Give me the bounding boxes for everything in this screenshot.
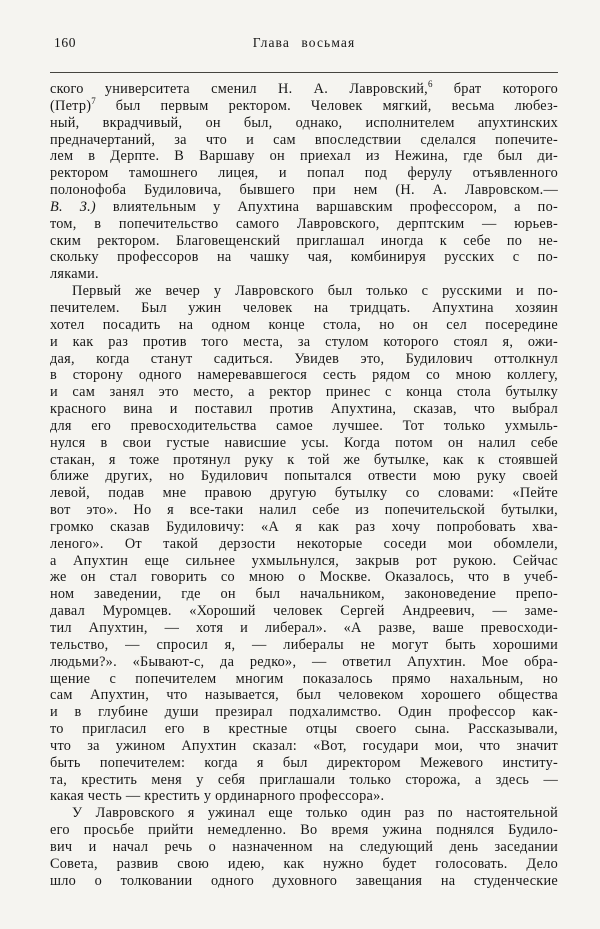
text-line [50, 367, 558, 384]
text-segment: тил Апухтин, — хотя и либерал». «А разве, ваше превосходи- [50, 620, 558, 636]
text-segment: (Петр) [50, 97, 92, 114]
text-segment: сам Апухтин, что называется, был человеком хорошего общества [50, 687, 558, 704]
text-segment: влиятельным у Апухтина варшавским профессором, а по- [95, 198, 558, 215]
text-segment: печителем. Был ужин человек на тридцать. Апухтина хозяин [50, 299, 558, 316]
text-segment: же он стал говорить со мною о Москве. Оказалось, что в учеб- [50, 569, 558, 586]
text-line [50, 856, 558, 873]
text-segment: щение с попечителем многим показалось прямо нахальным, но [50, 670, 558, 687]
text-segment: скольку профессоров на чашку чая, комбинируя русских с по- [50, 249, 558, 266]
text-line [50, 283, 558, 300]
text-line [50, 704, 558, 721]
text-segment: людьми?». «Бывают-с, да редко», — ответил Апухтин. Мое обра- [50, 653, 558, 670]
text-line [50, 98, 558, 115]
text-line [50, 165, 558, 182]
text-segment: левой, подав мне правою другую бутылку со словами: «Пейте [50, 485, 558, 502]
text-line [50, 822, 558, 839]
text-segment: ского университета сменил Н. А. Лавровский, [50, 81, 429, 97]
text-segment: леного». От такой дерзости некоторые соседи мои обомлели, [50, 535, 558, 552]
text-line [50, 182, 558, 199]
text-segment: а Апухтин еще сильнее ухмыльнулся, закрыв рот рукою. Сейчас [50, 552, 558, 569]
text-segment: У Лавровского я ужинал еще только один раз по настоятельной [72, 805, 558, 822]
text-line [50, 233, 558, 250]
text-segment: что за ужином Апухтин сказал: «Вот, государи мои, что значит [50, 737, 558, 754]
text-line [50, 148, 558, 165]
text-line [50, 553, 558, 570]
text-line [50, 873, 558, 890]
text-segment: ляками. [50, 266, 99, 283]
text-line [50, 721, 558, 738]
text-line [50, 637, 558, 654]
text-segment: лем в Дерпте. В Варшаву он приехал из Нежина, где был ди- [50, 148, 558, 165]
text-segment: стакан, я тоже протянул руку к той же бутылке, как к стоявшей [50, 451, 558, 468]
text-line [50, 317, 558, 334]
text-line [50, 738, 558, 755]
text-line [50, 502, 558, 519]
text-line [50, 485, 558, 502]
text-segment: ским ректором. Благовещенский приглашал иногда к себе по не- [50, 232, 558, 249]
text-segment: дая, когда станут садиться. Увидев это, Будилович оттолкнул [50, 350, 558, 367]
text-line [50, 536, 558, 553]
text-line [50, 468, 558, 485]
text-line [50, 788, 558, 805]
text-line [50, 401, 558, 418]
text-line [50, 81, 558, 98]
text-segment: шло о толковании одного духовного завещания на студенческие [50, 872, 558, 889]
page-column [50, 0, 558, 929]
text-segment: ном заведении, где он был начальником, законоведение препо- [50, 586, 558, 603]
text-line [50, 586, 558, 603]
footnote-marker: 6 [428, 79, 433, 90]
text-segment: брат которого [432, 81, 559, 97]
text-segment: нулся в свои густые нависшие усы. Когда потом он налил себе [50, 434, 558, 451]
text-line [50, 300, 558, 317]
text-line [50, 772, 558, 789]
text-segment: ный, вкрадчивый, он был, однако, исполнителем апухтинских [50, 114, 558, 131]
text-line [50, 519, 558, 536]
text-line [50, 671, 558, 688]
text-line [50, 805, 558, 822]
text-segment: том, в попечительство самого Лавровского, дерптским — юрьев- [50, 215, 558, 232]
text-line [50, 755, 558, 772]
header-rule [50, 72, 558, 73]
text-line [50, 839, 558, 856]
text-segment: предначертаний, за что и сам впоследствии сделался попечите- [50, 131, 558, 148]
text-segment: быть попечителем: когда я был директором Межевого институ- [50, 754, 558, 771]
text-segment: вич и начал речь о назначенном на следующий день заседании [50, 838, 558, 855]
text-segment: хотел посадить на одном конце стола, но он сел посередине [50, 316, 558, 333]
editorial-initials: В. З.) [50, 198, 96, 215]
text-segment: ректором тамошнего лицея, и попал под ферулу отъявленного [50, 165, 558, 182]
text-segment: громко сказав Будиловичу: «А я как раз хочу попробовать хва- [50, 518, 558, 535]
text-line [50, 115, 558, 132]
text-line [50, 569, 558, 586]
text-segment: и сам занял это место, а ректор принес с конца стола бутылку [50, 384, 558, 401]
text-line [50, 452, 558, 469]
page-header [50, 0, 558, 53]
text-line [50, 132, 558, 149]
text-segment: какая честь — крестить у ординарного профессора». [50, 788, 385, 805]
text-segment: для его превосходительства самое лучшее. Тот только ухмыль- [50, 417, 558, 434]
text-line [50, 435, 558, 452]
text-segment: то пригласил его в крестные отцы своего сына. Рассказывали, [50, 721, 558, 738]
text-segment: и как раз против того места, за стулом которого стоял я, ожи- [50, 333, 558, 350]
running-head: Глава восьмая [252, 35, 356, 50]
text-line [50, 216, 558, 233]
text-line [50, 603, 558, 620]
text-segment: вот это». Но я все-таки налил себе из попечительской бутылки, [50, 502, 558, 519]
text-line [50, 654, 558, 671]
text-segment: Совета, развив свою идею, как нужно будет голосовать. Дело [50, 855, 558, 872]
text-segment: та, крестить меня у себя приглашали только сторожа, а здесь — [50, 771, 558, 788]
footnote-marker: 7 [91, 96, 96, 107]
text-line [50, 687, 558, 704]
text-segment: давал Муромцев. «Хороший человек Сергей Андреевич, — заме- [50, 603, 558, 620]
text-segment: в сторону одного намеревавшегося сесть рядом со мною коллегу, [50, 367, 558, 384]
text-line [50, 384, 558, 401]
text-segment: тельство, — спросил я, — либералы не могут быть хорошими [50, 636, 558, 653]
text-line [50, 199, 558, 216]
text-line [50, 266, 558, 283]
text-line [50, 620, 558, 637]
text-block [50, 81, 558, 890]
text-segment: красного вина и поставил против Апухтина, сказав, что выбрал [50, 401, 558, 418]
text-line [50, 418, 558, 435]
text-segment: ближе других, но Будилович попытался отвести мою руку своей [50, 468, 558, 485]
text-line [50, 249, 558, 266]
text-segment: полонофоба Будиловича, бывшего при нем (Н. А. Лавровском.— [50, 182, 558, 199]
text-segment: его просьбе прийти немедленно. Во время ужина поднялся Будило- [50, 822, 558, 839]
text-line [50, 334, 558, 351]
text-segment: и в глубине души презирал подхалимство. Один профессор как- [50, 704, 558, 721]
text-segment: Первый же вечер у Лавровского был только с русскими и по- [72, 283, 558, 300]
text-segment: был первым ректором. Человек мягкий, весьма любез- [95, 97, 558, 114]
page-number: 160 [54, 35, 77, 50]
text-line [50, 351, 558, 368]
